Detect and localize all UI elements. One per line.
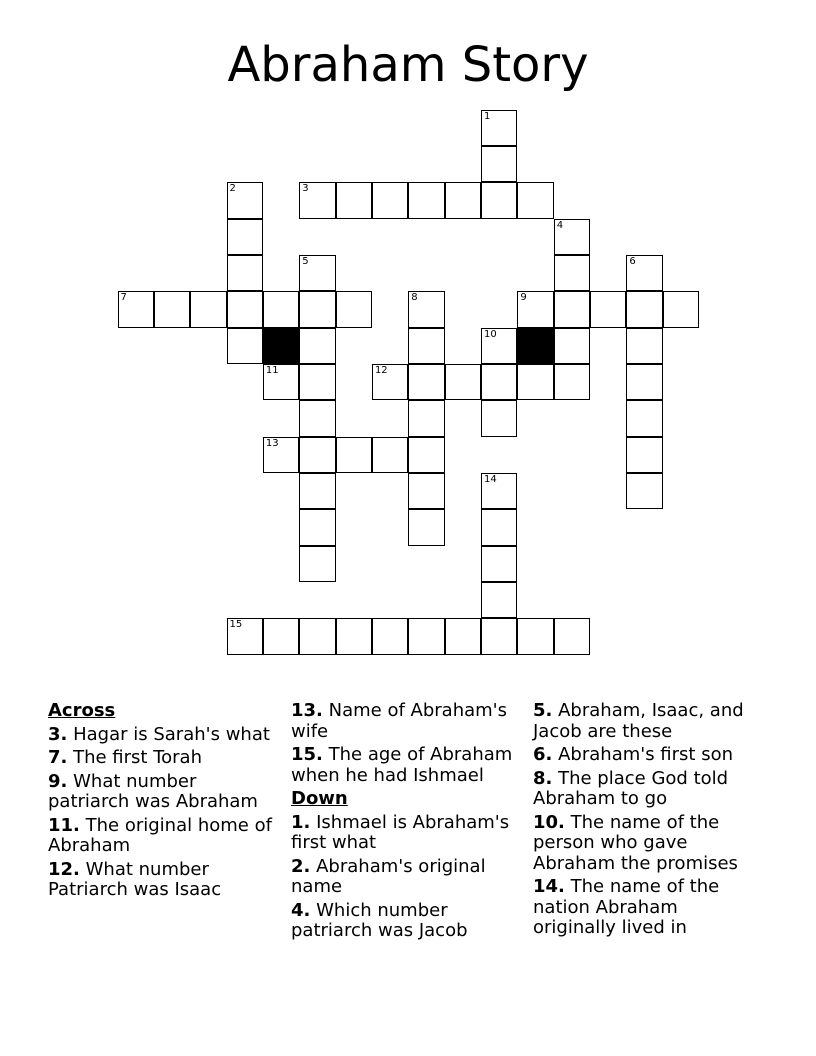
grid-cell[interactable] [372,182,408,218]
clue-text: Abraham, Isaac, and Jacob are these [533,700,744,742]
clue-text: The age of Abraham when he had Ishmael [291,744,513,786]
grid-cell[interactable] [626,473,662,509]
grid-cell[interactable] [517,364,553,400]
down-heading: Down [291,788,348,809]
black-cell [517,328,553,364]
clue-number: 9 [520,292,527,304]
grid-cell[interactable] [626,255,662,291]
clue-number: 5. [533,700,553,721]
clue-column-2 [291,701,521,945]
clue [48,725,273,746]
clue-list [291,813,521,942]
clue-text: The name of the nation Abraham originally lived in [533,876,720,938]
grid-cell[interactable] [554,328,590,364]
clue [48,772,273,813]
grid-cell[interactable] [190,291,226,327]
grid-cell[interactable] [227,219,263,255]
clue-number: 11 [265,364,279,376]
clue-number: 12. [48,858,80,880]
clue-number: 8. [533,767,553,789]
grid-cell[interactable] [336,291,372,327]
clue-list [48,725,273,901]
clue-text: The original home of Abraham [48,814,272,856]
clue [533,745,763,766]
grid-cell[interactable] [626,400,662,436]
grid-cell[interactable] [299,618,335,654]
grid-cell[interactable] [481,146,517,182]
grid-cell[interactable] [263,437,299,473]
grid-cell[interactable] [408,400,444,436]
clue-number: 11. [48,814,80,836]
clue-text: Name of Abraham's wife [291,700,507,742]
grid-cell[interactable] [517,618,553,654]
grid-cell[interactable] [481,509,517,545]
grid-cell[interactable] [372,618,408,654]
grid-cell[interactable] [227,328,263,364]
grid-cell[interactable] [118,291,154,327]
grid-cell[interactable] [554,618,590,654]
grid-cell[interactable] [372,364,408,400]
clue [291,745,521,786]
page-title: Abraham Story [227,37,589,93]
grid-cell[interactable] [663,291,699,327]
grid-cell[interactable] [626,291,662,327]
clue [533,701,763,742]
clue-number: 14 [484,474,497,485]
grid-cell[interactable] [299,182,335,218]
grid-cell[interactable] [299,255,335,291]
clue-number: 1. [291,811,311,833]
clue-number: 13. [291,700,323,721]
clue-number: 12 [374,364,388,376]
grid-cell[interactable] [372,437,408,473]
clue [48,816,273,857]
grid-cell[interactable] [299,437,335,473]
grid-cell[interactable] [227,255,263,291]
grid-cell[interactable] [299,509,335,545]
grid-cell[interactable] [481,546,517,582]
grid-cell[interactable] [445,364,481,400]
grid-cell[interactable] [408,182,444,218]
grid-cell[interactable] [408,364,444,400]
clue-column-3 [533,701,763,942]
grid-cell[interactable] [590,291,626,327]
grid-cell[interactable] [554,364,590,400]
grid-cell[interactable] [408,437,444,473]
grid-cell[interactable] [408,618,444,654]
grid-cell[interactable] [299,291,335,327]
clue-number: 7. [48,747,68,768]
grid-cell[interactable] [227,618,263,654]
grid-cell[interactable] [408,291,444,327]
clue [533,813,763,875]
clue-text: Abraham's original name [291,855,486,897]
grid-cell[interactable] [481,182,517,218]
clue-text: Abraham's first son [558,744,733,765]
clue-number: 7 [120,292,127,304]
grid-cell[interactable] [408,473,444,509]
grid-cell[interactable] [154,291,190,327]
grid-cell[interactable] [299,328,335,364]
clue-number: 15. [291,744,323,765]
grid-cell[interactable] [336,182,372,218]
clue-number: 8 [411,292,418,304]
clue-text: Hagar is Sarah's what [73,723,270,745]
clue-text: Ishmael is Abraham's first what [291,811,510,853]
clue [291,901,521,942]
clue-number: 2 [229,183,236,195]
clue-column-1 [48,701,273,904]
grid-cell[interactable] [481,582,517,618]
clue [291,857,521,898]
clue-number: 14. [533,876,565,897]
clue-text: The name of the person who gave Abraham the promises [533,811,738,874]
clue-number: 5 [302,255,309,267]
grid-cell[interactable] [554,291,590,327]
clue-number: 6 [629,255,636,267]
grid-cell[interactable] [554,255,590,291]
grid-cell[interactable] [626,437,662,473]
grid-cell[interactable] [299,546,335,582]
grid-cell[interactable] [481,618,517,654]
clue [291,813,521,854]
clue-number: 13 [265,437,279,449]
clue-number: 3 [302,183,309,195]
grid-cell[interactable] [336,618,372,654]
grid-cell[interactable] [263,291,299,327]
grid-cell[interactable] [263,364,299,400]
grid-cell[interactable] [263,618,299,654]
grid-cell[interactable] [481,328,517,364]
grid-cell[interactable] [408,328,444,364]
clue-text: What number Patriarch was Isaac [48,858,222,900]
grid-cell[interactable] [481,364,517,400]
clue-number: 6. [533,744,553,765]
grid-cell[interactable] [517,291,553,327]
grid-cell[interactable] [517,182,553,218]
clue [48,748,273,769]
clue-text: Which number patriarch was Jacob [291,899,468,941]
grid-cell[interactable] [626,364,662,400]
clue-number: 3. [48,723,68,745]
clue [291,701,521,742]
grid-cell[interactable] [299,400,335,436]
grid-cell[interactable] [626,328,662,364]
clue-number: 2. [291,855,311,877]
clue-number: 4 [556,219,564,231]
black-cell [263,328,299,364]
grid-cell[interactable] [408,509,444,545]
clue-number: 10. [533,811,565,833]
clue [48,860,273,901]
clue-number: 1 [484,110,491,122]
grid-cell[interactable] [554,219,590,255]
grid-cell[interactable] [227,291,263,327]
across-heading: Across [48,700,116,721]
clue [533,769,763,810]
grid-cell[interactable] [227,182,263,218]
clue-list [533,701,763,939]
grid-cell[interactable] [481,473,517,509]
clue-number: 4. [291,899,311,921]
clue-number: 9. [48,770,68,792]
clue-text: The first Torah [73,747,202,768]
grid-cell[interactable] [445,182,481,218]
clue-list [291,701,521,786]
grid-cell[interactable] [299,364,335,400]
grid-cell[interactable] [481,110,517,146]
grid-cell[interactable] [336,437,372,473]
clue-text: The place God told Abraham to go [533,767,729,809]
clue [533,877,763,939]
grid-cell[interactable] [299,473,335,509]
grid-cell[interactable] [445,618,481,654]
grid-cell[interactable] [481,400,517,436]
clue-number: 15 [229,619,243,631]
clue-number: 10 [484,328,497,340]
clue-text: What number patriarch was Abraham [48,770,258,812]
